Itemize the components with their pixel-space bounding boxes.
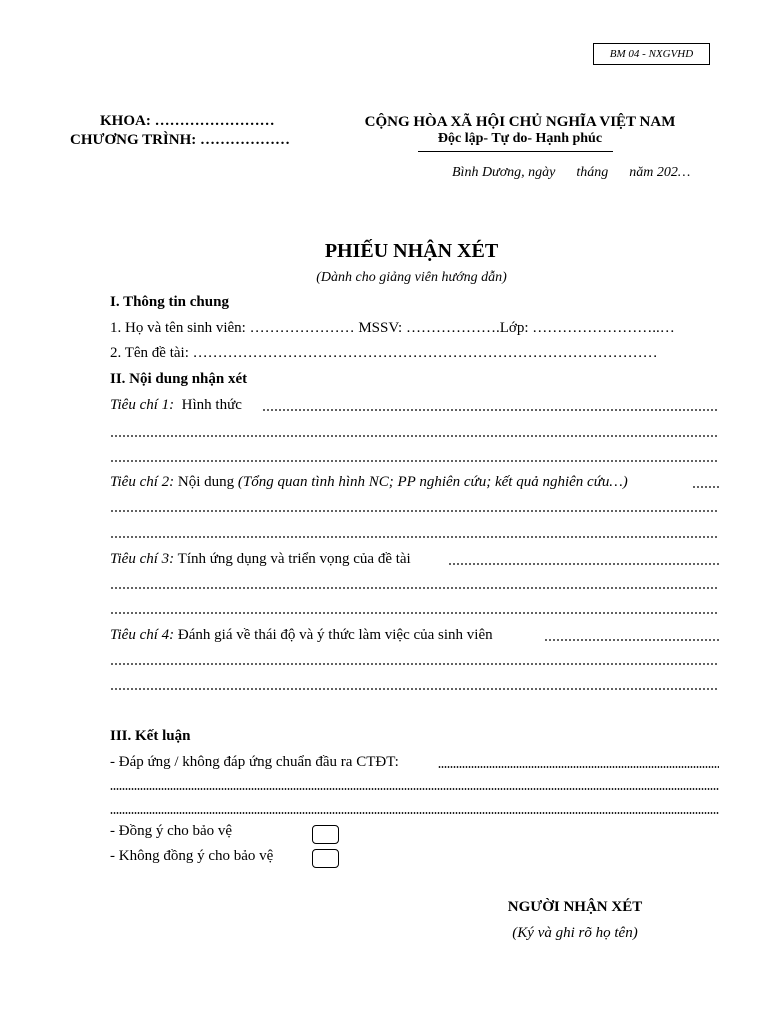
student-info-line: 1. Họ và tên sinh viên: ………………… MSSV: ……………….Lớp: ……………………..… — [110, 320, 675, 336]
nation-title: CỘNG HÒA XÃ HỘI CHỦ NGHĨA VIỆT NAM — [364, 114, 676, 130]
document-title: PHIẾU NHẬN XÉT — [324, 240, 499, 262]
criterion-1-fill — [262, 404, 719, 412]
faculty-label: KHOA: …………………… — [100, 113, 275, 129]
agree-checkbox[interactable] — [312, 825, 339, 844]
criterion-2 — [110, 474, 628, 491]
criterion-2-line-3 — [110, 531, 719, 539]
criterion-1 — [110, 397, 242, 414]
criterion-2-fill — [692, 481, 719, 489]
outcome-fill — [438, 761, 719, 769]
document-subtitle: (Dành cho giảng viên hướng dẫn) — [316, 270, 507, 285]
place-date: Bình Dương, ngày tháng năm 202… — [452, 165, 691, 180]
outcome-line-3 — [110, 807, 719, 815]
outcome-line: - Đáp ứng / không đáp ứng chuẩn đầu ra CTĐT: — [110, 754, 399, 770]
criterion-3-line-3 — [110, 607, 719, 615]
criterion-2-label: Tiêu chí 2: — [110, 474, 175, 490]
motto-underline — [418, 151, 613, 152]
criterion-4-line-3 — [110, 683, 719, 691]
criterion-2-note: (Tổng quan tình hình NC; PP nghiên cứu; kết quả nghiên cứu…) — [237, 474, 628, 490]
criterion-3-text: Tính ứng dụng và triển vọng của đề tài — [174, 551, 411, 567]
criterion-3 — [110, 551, 411, 568]
criterion-1-text: Hình thức — [174, 397, 242, 413]
criterion-1-label: Tiêu chí 1: — [110, 397, 175, 413]
form-code: BM 04 - NXGVHD — [593, 43, 710, 65]
criterion-2-text: Nội dung — [174, 474, 238, 490]
criterion-3-fill — [448, 558, 719, 566]
criterion-4-line-2 — [110, 658, 719, 666]
criterion-4-text: Đánh giá về thái độ và ý thức làm việc của sinh viên — [174, 627, 497, 643]
outcome-line-2 — [110, 783, 719, 791]
section1-heading: I. Thông tin chung — [110, 294, 229, 310]
thesis-title-line: 2. Tên đề tài: ………………………………………………………………………………… — [110, 345, 658, 361]
criterion-3-label: Tiêu chí 3: — [110, 551, 175, 567]
criterion-2-line-2 — [110, 505, 719, 513]
agree-label: - Đồng ý cho bảo vệ — [110, 823, 233, 839]
signature-title: NGƯỜI NHẬN XÉT — [507, 899, 643, 915]
program-label: CHƯƠNG TRÌNH: ……………… — [70, 132, 291, 148]
disagree-label: - Không đồng ý cho bảo vệ — [110, 848, 274, 864]
motto: Độc lập- Tự do- Hạnh phúc — [437, 131, 603, 146]
criterion-3-line-2 — [110, 582, 719, 590]
section3-heading: III. Kết luận — [110, 728, 191, 744]
criterion-4-label: Tiêu chí 4: — [110, 627, 175, 643]
signature-note: (Ký và ghi rõ họ tên) — [512, 925, 638, 941]
criterion-1-line-2 — [110, 430, 719, 438]
disagree-checkbox[interactable] — [312, 849, 339, 868]
section2-heading: II. Nội dung nhận xét — [110, 371, 248, 387]
criterion-4-fill — [544, 634, 719, 642]
criterion-4 — [110, 627, 496, 644]
criterion-1-line-3 — [110, 455, 719, 463]
